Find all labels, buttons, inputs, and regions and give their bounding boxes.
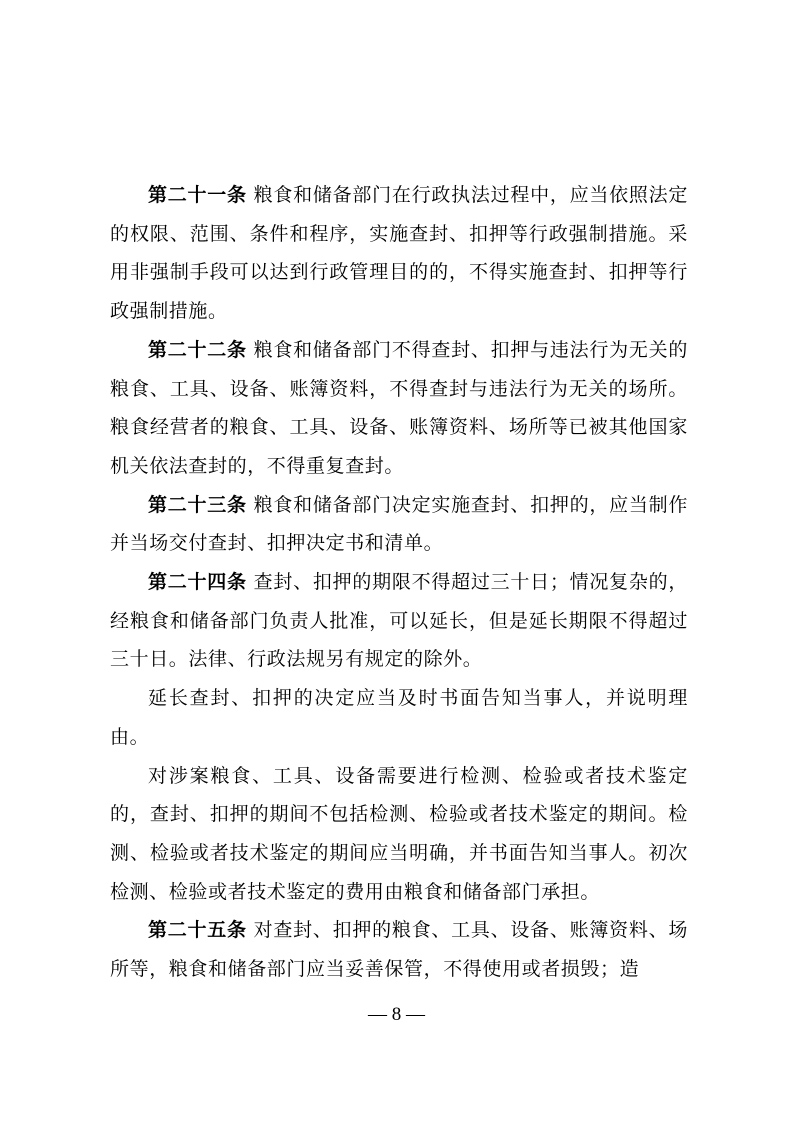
article-24-paragraph-2 bbox=[110, 679, 688, 756]
article-heading: 第二十五条 bbox=[148, 919, 247, 942]
article-text: 查封、扣押的期限不得超过三十日；情况复杂的，经粮食和储备部门负责人批准，可以延长，但是延长期限不得超过三十日。法律、行政法规另有规定的除外。 bbox=[110, 571, 688, 671]
article-text: 粮食和储备部门不得查封、扣押与违法行为无关的粮食、工具、设备、账簿资料，不得查封与违法行为无关的场所。粮食经营者的粮食、工具、设备、账簿资料、场所等已被其他国家机关依法查封的，不得重复查封。 bbox=[110, 338, 688, 477]
article-heading: 第二十二条 bbox=[148, 338, 247, 361]
article-22 bbox=[110, 331, 688, 486]
article-23 bbox=[110, 486, 688, 563]
article-text: 对查封、扣押的粮食、工具、设备、账簿资料、场所等，粮食和储备部门应当妥善保管，不得使用或者损毁；造 bbox=[110, 919, 688, 981]
article-21 bbox=[110, 176, 688, 331]
page-number: — 8 — bbox=[368, 1004, 425, 1025]
article-heading: 第二十一条 bbox=[148, 184, 247, 206]
article-25 bbox=[110, 911, 688, 988]
article-text: 延长查封、扣押的决定应当及时书面告知当事人，并说明理由。 bbox=[110, 687, 688, 748]
article-body bbox=[110, 176, 688, 989]
article-24-paragraph-3 bbox=[110, 757, 688, 912]
article-text: 粮食和储备部门在行政执法过程中，应当依照法定的权限、范围、条件和程序，实施查封、扣押等行政强制措施。采用非强制手段可以达到行政管理目的的，不得实施查封、扣押等行政强制措施。 bbox=[110, 184, 688, 323]
article-text: 粮食和储备部门决定实施查封、扣押的，应当制作并当场交付查封、扣押决定书和清单。 bbox=[110, 493, 688, 555]
article-heading: 第二十四条 bbox=[148, 571, 247, 594]
article-24 bbox=[110, 563, 688, 679]
article-heading: 第二十三条 bbox=[148, 493, 247, 516]
article-text: 对涉案粮食、工具、设备需要进行检测、检验或者技术鉴定的，查封、扣押的期间不包括检测、检验或者技术鉴定的期间。检测、检验或者技术鉴定的期间应当明确，并书面告知当事人。初次检测、检验或者技术鉴定的费用由粮食和储备部门承担。 bbox=[110, 764, 688, 903]
